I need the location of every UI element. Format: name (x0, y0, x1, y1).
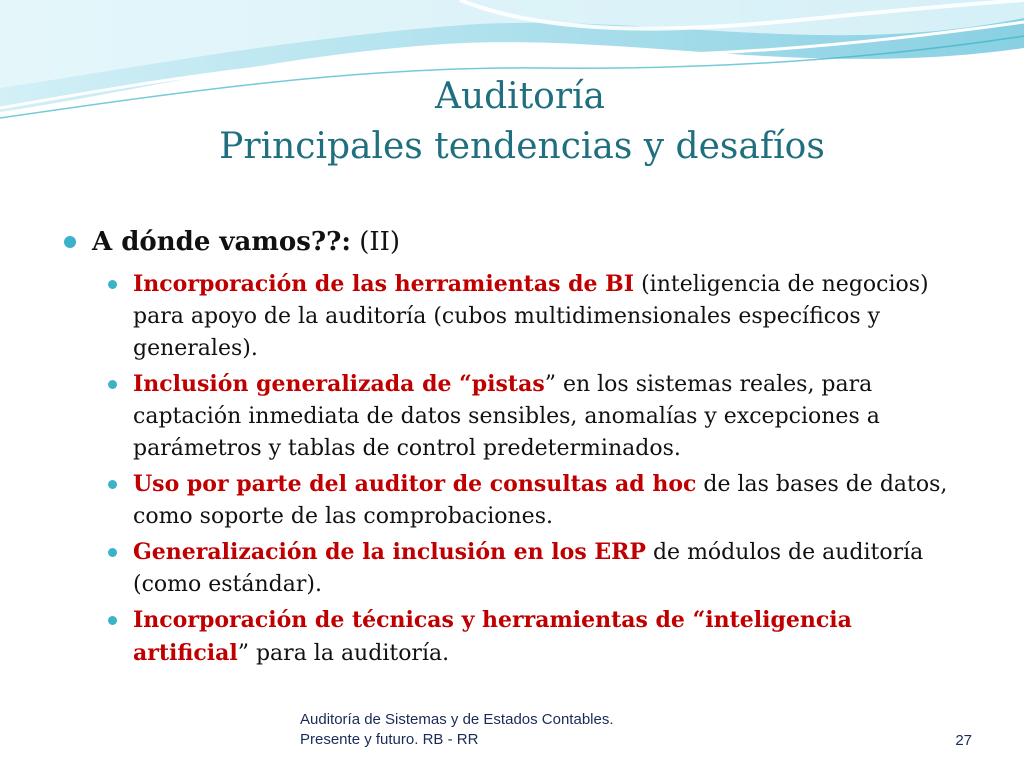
item-text: de módulos de auditoría (como estándar). (133, 540, 924, 597)
heading-rest: (II) (350, 227, 401, 257)
heading-bold: A dónde vamos??: (92, 227, 351, 257)
item-text: de las bases de datos, como soporte de las comprobaciones. (133, 472, 948, 529)
item-emphasis: Uso por parte del auditor de consultas ad hoc (133, 471, 697, 497)
slide-footer (300, 710, 614, 750)
footer-line-1: Auditoría de Sistemas y de Estados Contables. (300, 711, 614, 728)
item-emphasis: Inclusión generalizada de “pistas (133, 371, 545, 397)
bullet-dot-icon (64, 236, 76, 248)
bullet-dot-icon (108, 616, 117, 625)
item-text: (inteligencia de negocios) para apoyo de la auditoría (cubos multidimensionales específicos y generales). (133, 272, 929, 361)
item-text: ” en los sistemas reales, para captación inmediata de datos sensibles, anomalías y excepciones a parámetros y tablas de control predeterminados. (133, 372, 880, 461)
title-line-2: Principales tendencias y desafíos (219, 126, 825, 167)
list-item (64, 268, 964, 365)
bullet-dot-icon (108, 480, 117, 489)
slide-body (64, 222, 964, 673)
list-item (64, 604, 964, 670)
list-item (64, 368, 964, 465)
sub-bullet-list (64, 268, 964, 670)
item-emphasis: Generalización de la inclusión en los ERP (133, 539, 646, 565)
list-item (64, 468, 964, 533)
slide-title (0, 72, 1024, 172)
page-number: 27 (955, 732, 972, 749)
level1-bullet (64, 222, 964, 262)
footer-line-2: Presente y futuro. RB - RR (300, 731, 479, 748)
bullet-dot-icon (108, 380, 117, 389)
bullet-dot-icon (108, 548, 117, 557)
item-emphasis: Incorporación de las herramientas de BI (133, 271, 635, 297)
item-text: ” para la auditoría. (237, 641, 450, 666)
list-item (64, 536, 964, 601)
bullet-dot-icon (108, 280, 117, 289)
title-line-1: Auditoría (434, 76, 606, 117)
item-emphasis: Incorporación de técnicas y herramientas de “inteligencia artificial (133, 607, 852, 666)
